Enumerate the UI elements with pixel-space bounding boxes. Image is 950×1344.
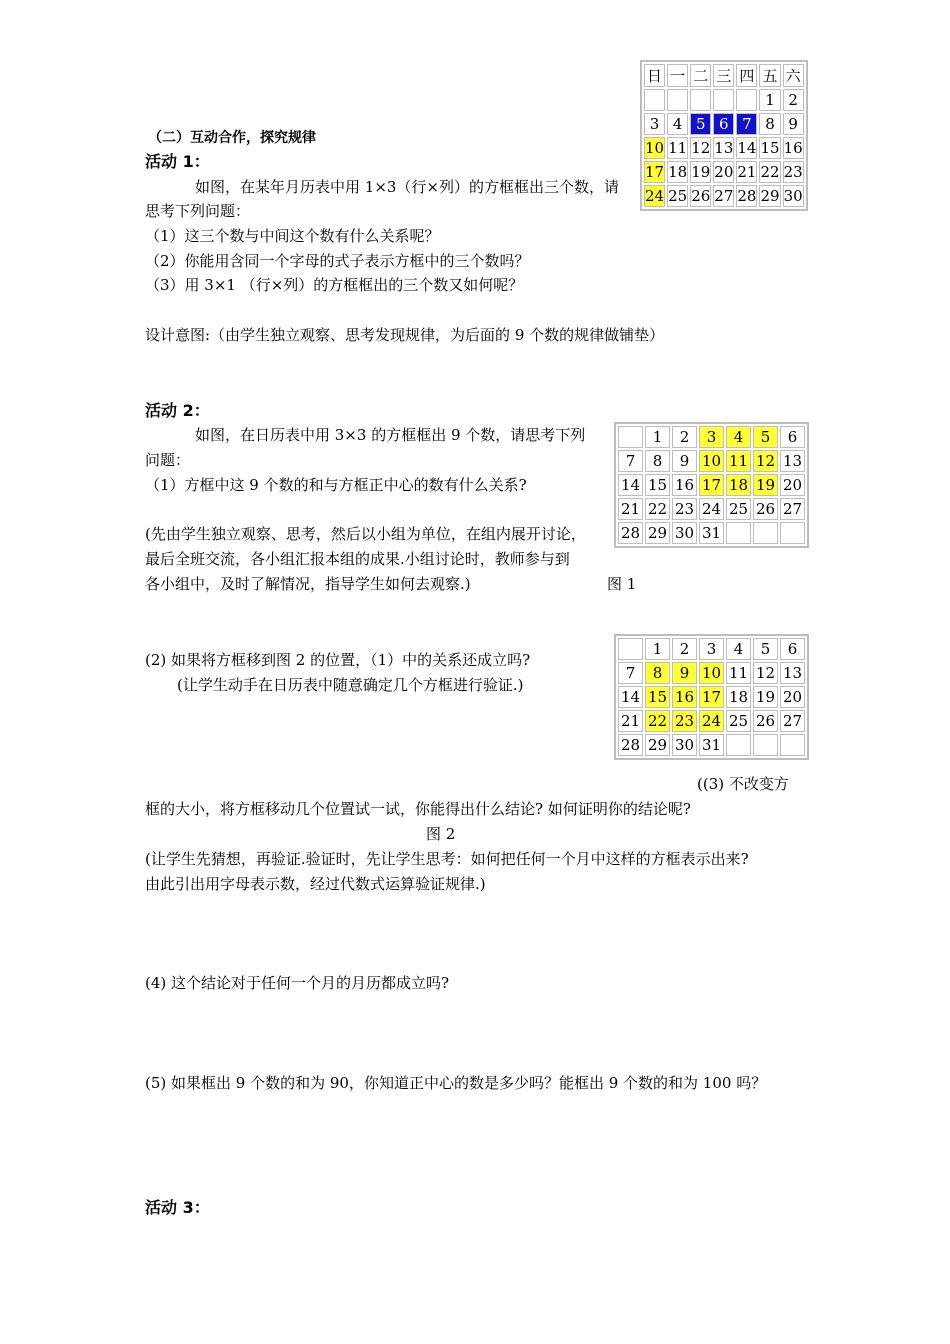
day-cell: 15 <box>760 139 780 157</box>
day-cell: 27 <box>780 710 805 732</box>
day-cell-highlighted: 11 <box>726 450 751 472</box>
calendar-row <box>644 113 804 135</box>
day-cell-highlighted: 3 <box>699 426 724 448</box>
calendar-3 <box>614 634 809 760</box>
figure-2-caption: 图 2 <box>426 825 456 843</box>
question-2: (2) 如果将方框移到图 2 的位置，（1）中的关系还成立吗? <box>145 651 531 669</box>
day-cell: 27 <box>780 498 805 520</box>
day-cell <box>753 734 778 756</box>
day-cell: 21 <box>618 710 643 732</box>
day-cell-highlighted: 10 <box>699 662 724 684</box>
day-cell-highlighted: 4 <box>726 426 751 448</box>
calendar-header-row <box>644 64 804 87</box>
day-cell <box>713 89 734 111</box>
weekday-cell: 六 <box>783 64 804 87</box>
day-cell: 16 <box>783 139 803 157</box>
note-line: 最后全班交流，各小组汇报本组的成果.小组讨论时，教师参与到 <box>145 550 570 568</box>
question-3-rest: 框的大小，将方框移动几个位置试一试，你能得出什么结论? 如何证明你的结论呢? <box>145 800 691 818</box>
paragraph-line: 如图，在日历表中用 3×3 的方框框出 9 个数，请思考下列 <box>195 426 586 444</box>
day-cell: 20 <box>714 163 734 181</box>
day-cell-highlighted: 22 <box>645 710 670 732</box>
day-cell: 5 <box>753 638 778 660</box>
day-cell: 30 <box>672 522 697 544</box>
question-2-note: (让学生动手在日历表中随意确定几个方框进行验证.) <box>177 676 524 694</box>
day-cell: 19 <box>691 163 711 181</box>
calendar-row <box>644 161 804 183</box>
day-cell-highlighted: 12 <box>753 450 778 472</box>
day-cell: 31 <box>699 734 724 756</box>
day-cell: 15 <box>645 474 670 496</box>
day-cell <box>780 734 805 756</box>
day-cell: 28 <box>737 187 757 205</box>
weekday-cell: 四 <box>736 64 757 87</box>
calendar-1 <box>640 60 808 211</box>
day-cell: 25 <box>726 710 751 732</box>
question-3: （3）用 3×1 （行×列）的方框框出的三个数又如何呢？ <box>145 276 524 294</box>
day-cell: 2 <box>672 638 697 660</box>
day-cell: 4 <box>667 113 688 135</box>
day-cell <box>644 89 665 111</box>
day-cell: 1 <box>645 426 670 448</box>
day-cell-highlighted: 16 <box>672 686 697 708</box>
weekday-cell: 日 <box>644 64 665 87</box>
day-cell: 6 <box>780 638 805 660</box>
day-cell: 1 <box>645 638 670 660</box>
design-intent: 设计意图:（由学生独立观察、思考发现规律，为后面的 9 个数的规律做铺垫） <box>145 326 665 344</box>
paragraph-line: 思考下列问题： <box>145 202 251 220</box>
calendar-row <box>618 638 805 660</box>
calendar-row <box>618 734 805 756</box>
calendar-row <box>618 426 805 448</box>
weekday-cell: 五 <box>759 64 780 87</box>
day-cell-highlighted: 5 <box>753 426 778 448</box>
day-cell <box>780 522 805 544</box>
day-cell <box>667 89 688 111</box>
day-cell-highlighted: 10 <box>699 450 724 472</box>
question-1: （1）这三个数与中间这个数有什么关系呢？ <box>145 227 440 245</box>
weekday-cell: 一 <box>667 64 688 87</box>
day-cell: 9 <box>783 113 804 135</box>
day-cell-highlighted: 19 <box>753 474 778 496</box>
section-title: （二）互动合作，探究规律 <box>148 130 316 146</box>
day-cell-highlighted: 23 <box>672 710 697 732</box>
day-cell: 3 <box>699 638 724 660</box>
day-cell: 18 <box>726 686 751 708</box>
paragraph-line: 问题： <box>145 451 191 469</box>
paragraph-line: 如图，在某年月历表中用 1×3（行×列）的方框框出三个数，请 <box>195 178 619 196</box>
day-cell-highlighted: 17 <box>699 474 724 496</box>
day-cell: 26 <box>753 498 778 520</box>
day-cell: 6 <box>780 426 805 448</box>
day-cell: 30 <box>783 187 803 205</box>
note-line: 各小组中，及时了解情况，指导学生如何去观察.) <box>145 575 471 593</box>
question-2: （2）你能用含同一个字母的式子表示方框中的三个数吗？ <box>145 252 530 270</box>
day-cell: 13 <box>714 139 734 157</box>
day-cell: 7 <box>618 662 643 684</box>
day-cell: 25 <box>668 187 688 205</box>
day-cell: 24 <box>699 498 724 520</box>
day-cell: 11 <box>726 662 751 684</box>
figure-1-caption: 图 1 <box>607 575 637 593</box>
day-cell: 22 <box>760 163 780 181</box>
day-cell: 18 <box>668 163 688 181</box>
question-4: (4) 这个结论对于任何一个月的月历都成立吗? <box>145 974 450 992</box>
day-cell: 21 <box>737 163 757 181</box>
day-cell: 26 <box>691 187 711 205</box>
day-cell: 30 <box>672 734 697 756</box>
weekday-cell: 二 <box>690 64 711 87</box>
note-line: (让学生先猜想，再验证.验证时，先让学生思考：如何把任何一个月中这样的方框表示出来? <box>145 850 749 868</box>
day-cell: 28 <box>618 734 643 756</box>
question-3-start: ((3) 不改变方 <box>697 775 789 793</box>
day-cell: 16 <box>672 474 697 496</box>
day-cell: 11 <box>668 139 688 157</box>
day-cell-highlighted: 9 <box>672 662 697 684</box>
day-cell-highlighted: 18 <box>726 474 751 496</box>
day-cell <box>690 89 711 111</box>
weekday-cell: 三 <box>713 64 734 87</box>
calendar-2 <box>614 422 809 548</box>
note-line: (先由学生独立观察、思考，然后以小组为单位，在组内展开讨论， <box>145 525 586 543</box>
day-cell: 19 <box>753 686 778 708</box>
day-cell: 8 <box>759 113 780 135</box>
calendar-row <box>618 498 805 520</box>
day-cell-highlighted: 10 <box>645 139 665 157</box>
calendar-row <box>618 522 805 544</box>
calendar-row <box>644 89 804 111</box>
note-line: 由此引出用字母表示数，经过代数式运算验证规律.) <box>145 875 486 893</box>
day-cell: 27 <box>714 187 734 205</box>
day-cell <box>618 638 643 660</box>
day-cell: 25 <box>726 498 751 520</box>
day-cell: 14 <box>737 139 757 157</box>
day-cell <box>726 522 751 544</box>
day-cell-highlighted: 8 <box>645 662 670 684</box>
question-5: (5) 如果框出 9 个数的和为 90，你知道正中心的数是多少吗？能框出 9 个数的和为 100 吗？ <box>145 1074 767 1092</box>
day-cell: 29 <box>645 522 670 544</box>
day-cell: 20 <box>780 474 805 496</box>
day-cell: 23 <box>783 163 803 181</box>
day-cell: 13 <box>780 662 805 684</box>
day-cell: 3 <box>644 113 665 135</box>
day-cell <box>618 426 643 448</box>
day-cell: 2 <box>783 89 804 111</box>
day-cell: 7 <box>618 450 643 472</box>
calendar-row <box>644 185 804 207</box>
day-cell: 8 <box>645 450 670 472</box>
day-cell <box>736 89 757 111</box>
day-cell-highlighted: 17 <box>699 686 724 708</box>
day-cell: 31 <box>699 522 724 544</box>
activity-1-heading: 活动 1： <box>145 152 210 171</box>
day-cell: 9 <box>672 450 697 472</box>
day-cell-highlighted: 24 <box>699 710 724 732</box>
day-cell: 14 <box>618 474 643 496</box>
day-cell: 4 <box>726 638 751 660</box>
day-cell: 22 <box>645 498 670 520</box>
day-cell: 21 <box>618 498 643 520</box>
calendar-row <box>618 662 805 684</box>
day-cell: 29 <box>760 187 780 205</box>
day-cell: 26 <box>753 710 778 732</box>
calendar-row <box>618 710 805 732</box>
day-cell-highlighted: 24 <box>645 187 665 205</box>
day-cell: 1 <box>759 89 780 111</box>
day-cell: 12 <box>691 139 711 157</box>
day-cell: 2 <box>672 426 697 448</box>
day-cell: 12 <box>753 662 778 684</box>
day-cell-highlighted: 15 <box>645 686 670 708</box>
day-cell: 13 <box>780 450 805 472</box>
day-cell <box>726 734 751 756</box>
day-cell: 23 <box>672 498 697 520</box>
activity-3-heading: 活动 3： <box>145 1198 210 1217</box>
activity-2-heading: 活动 2： <box>145 401 210 420</box>
day-cell: 29 <box>645 734 670 756</box>
day-cell-selected: 7 <box>736 113 757 135</box>
day-cell-highlighted: 17 <box>645 163 665 181</box>
day-cell: 28 <box>618 522 643 544</box>
day-cell-selected: 6 <box>713 113 734 135</box>
day-cell-selected: 5 <box>690 113 711 135</box>
question-1: （1）方框中这 9 个数的和与方框正中心的数有什么关系? <box>145 476 527 494</box>
day-cell: 14 <box>618 686 643 708</box>
day-cell: 20 <box>780 686 805 708</box>
calendar-row <box>618 686 805 708</box>
calendar-row <box>618 450 805 472</box>
calendar-row <box>618 474 805 496</box>
calendar-row <box>644 137 804 159</box>
day-cell <box>753 522 778 544</box>
